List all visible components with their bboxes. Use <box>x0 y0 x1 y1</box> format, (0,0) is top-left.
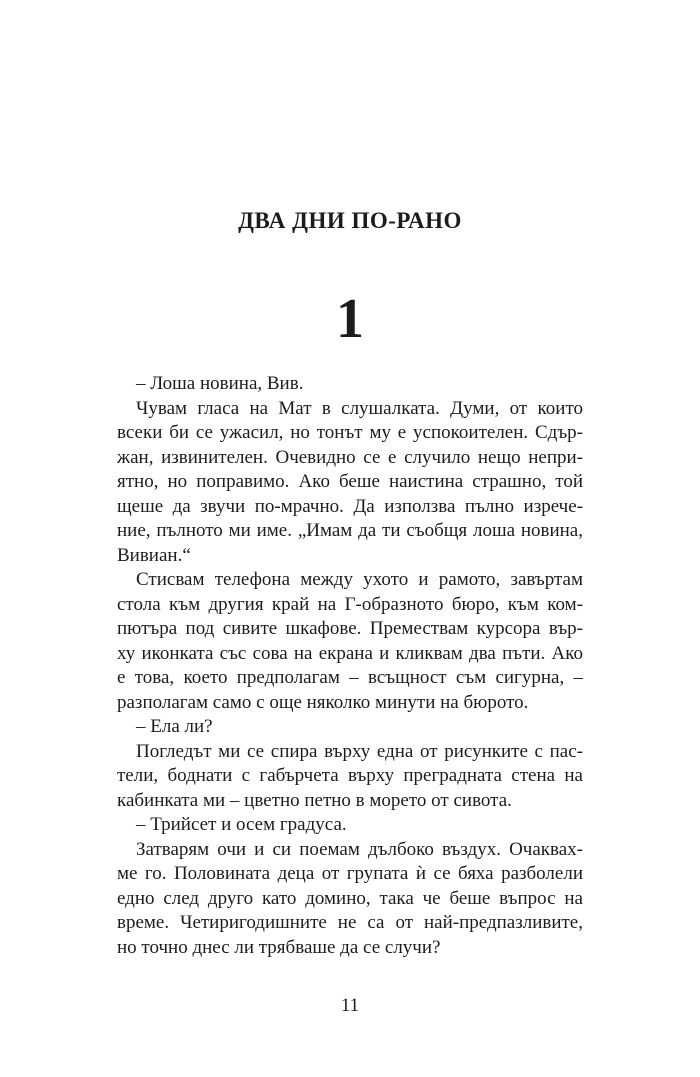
text-line: кабинката ми – цветно петно в морето от сивота. <box>117 789 512 811</box>
text-line: тели, боднати с габърчета върху преградната стена на <box>117 765 583 786</box>
text-line: разполагам само с още няколко минути на бюрото. <box>117 691 529 713</box>
text-line: е това, което предполагам – всъщност съм сигурна, – <box>117 667 583 688</box>
paragraph <box>117 372 583 397</box>
text-line: – Лоша новина, Вив. <box>136 373 304 394</box>
chapter-body-text <box>117 372 583 960</box>
text-line: време. Четиригодишните не са от най-предпазливите, <box>117 912 583 933</box>
paragraph <box>117 740 583 814</box>
paragraph <box>117 397 583 569</box>
part-title: ДВА ДНИ ПО-РАНО <box>238 208 462 233</box>
paragraph <box>117 838 583 961</box>
text-line: щеше да звучи по-мрачно. Да използва пълно изрече- <box>117 495 583 517</box>
text-line: Затварям очи и си поемам дълбоко въздух. Очаквах- <box>136 838 583 860</box>
text-line: ме го. Половината деца от групата ѝ се бяха разболели <box>117 863 583 884</box>
paragraph <box>117 715 583 740</box>
paragraph <box>117 813 583 838</box>
text-line: Чувам гласа на Мат в слушалката. Думи, от които <box>136 397 583 419</box>
text-line: жан, извинителен. Очевидно се е случило нещо непри- <box>117 446 583 468</box>
page-number: 11 <box>340 995 360 1016</box>
text-line: Вивиан.“ <box>117 544 191 566</box>
chapter-number: 1 <box>336 288 364 350</box>
text-line: – Трийсет и осем градуса. <box>136 814 347 835</box>
text-line: пютъра под сивите шкафове. Премествам курсора вър- <box>117 618 583 639</box>
text-line: ние, пълното ми име. „Имам да ти съобщя лоша новина, <box>117 520 583 541</box>
text-line: но точно днес ли трябваше да се случи? <box>117 936 441 958</box>
text-line: едно след друго като домино, така че беше въпрос на <box>117 887 583 909</box>
paragraph <box>117 568 583 715</box>
text-line: ятно, но поправимо. Ако беше наистина страшно, той <box>117 471 583 492</box>
text-line: всеки би се ужасил, но тонът му е успокоителен. Сдър- <box>117 422 583 443</box>
text-line: Погледът ми се спира върху една от рисунките с пас- <box>136 740 583 762</box>
text-line: Стисвам телефона между ухото и рамото, завъртам <box>136 569 583 590</box>
text-line: стола към другия край на Г-образното бюро, към ком- <box>117 593 583 615</box>
text-line: – Ела ли? <box>136 716 213 737</box>
text-line: ху иконката със сова на екрана и кликвам два пъти. Ако <box>117 642 583 664</box>
